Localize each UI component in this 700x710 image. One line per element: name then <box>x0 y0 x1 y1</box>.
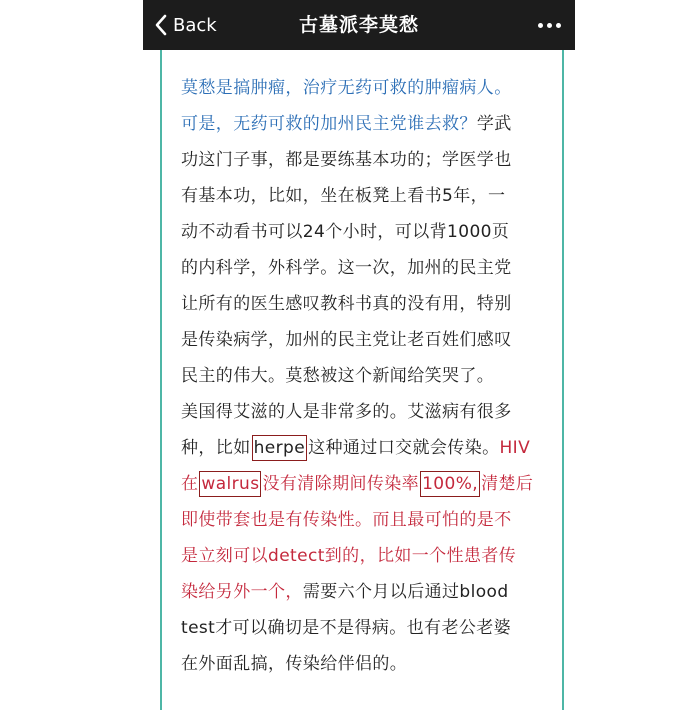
text-line <box>181 574 551 610</box>
highlight-red-text: 染给另外一个， <box>181 582 303 602</box>
boxed-word: herpe <box>252 435 307 461</box>
body-text: 需要六个月以后通过blood <box>302 582 509 602</box>
left-border-line <box>160 50 162 710</box>
phone-screen <box>143 0 575 710</box>
text-line: 的内科学，外科学。这一次，加州的民主党 <box>181 258 512 278</box>
text-line: test才可以确切是不是得病。也有老公老婆 <box>181 618 512 638</box>
highlight-blue-text: 可是，无药可救的加州民主党谁去救？ <box>181 114 477 134</box>
more-dot-icon <box>556 23 561 28</box>
back-label: Back <box>173 14 217 36</box>
navigation-bar <box>143 0 575 50</box>
highlight-red-text: 没有清除期间传染率 <box>262 474 420 494</box>
text-line: 是立刻可以detect到的，比如一个性患者传 <box>181 546 517 566</box>
page-title: 古墓派李莫愁 <box>298 14 419 36</box>
body-text: 这种通过口交就会传染。 <box>308 438 500 458</box>
highlight-red-text: 在 <box>181 474 199 494</box>
text-line <box>181 430 551 466</box>
text-line: 是传染病学，加州的民主党让老百姓们感叹 <box>181 330 512 350</box>
body-text: 学武 <box>476 114 512 134</box>
highlight-red-text: HIV <box>499 438 531 458</box>
text-line: 美国得艾滋的人是非常多的。艾滋病有很多 <box>181 402 512 422</box>
text-line: 在外面乱搞，传染给伴侣的。 <box>181 654 408 674</box>
article-body <box>181 70 551 682</box>
more-dot-icon <box>547 23 552 28</box>
text-line: 让所有的医生感叹教科书真的没有用，特别 <box>181 294 512 314</box>
body-text: 种，比如 <box>181 438 251 458</box>
text-line <box>181 466 551 502</box>
text-line: 即使带套也是有传染性。而且最可怕的是不 <box>181 510 512 530</box>
text-line: 莫愁是搞肿瘤，治疗无药可救的肿瘤病人。 <box>181 78 512 98</box>
highlight-red-text: 清楚后 <box>481 474 534 494</box>
text-line: 有基本功，比如，坐在板凳上看书5年，一 <box>181 186 506 206</box>
text-line: 民主的伟大。莫愁被这个新闻给笑哭了。 <box>181 366 495 386</box>
text-line: 功这门子事，都是要练基本功的；学医学也 <box>181 150 512 170</box>
more-dot-icon <box>538 23 543 28</box>
right-border-line <box>562 50 564 710</box>
boxed-word: walrus <box>199 471 261 497</box>
text-line <box>181 106 551 142</box>
boxed-word: 100%, <box>420 471 480 497</box>
text-line: 动不动看书可以24个小时，可以背1000页 <box>181 222 510 242</box>
more-options-button[interactable] <box>538 0 561 50</box>
